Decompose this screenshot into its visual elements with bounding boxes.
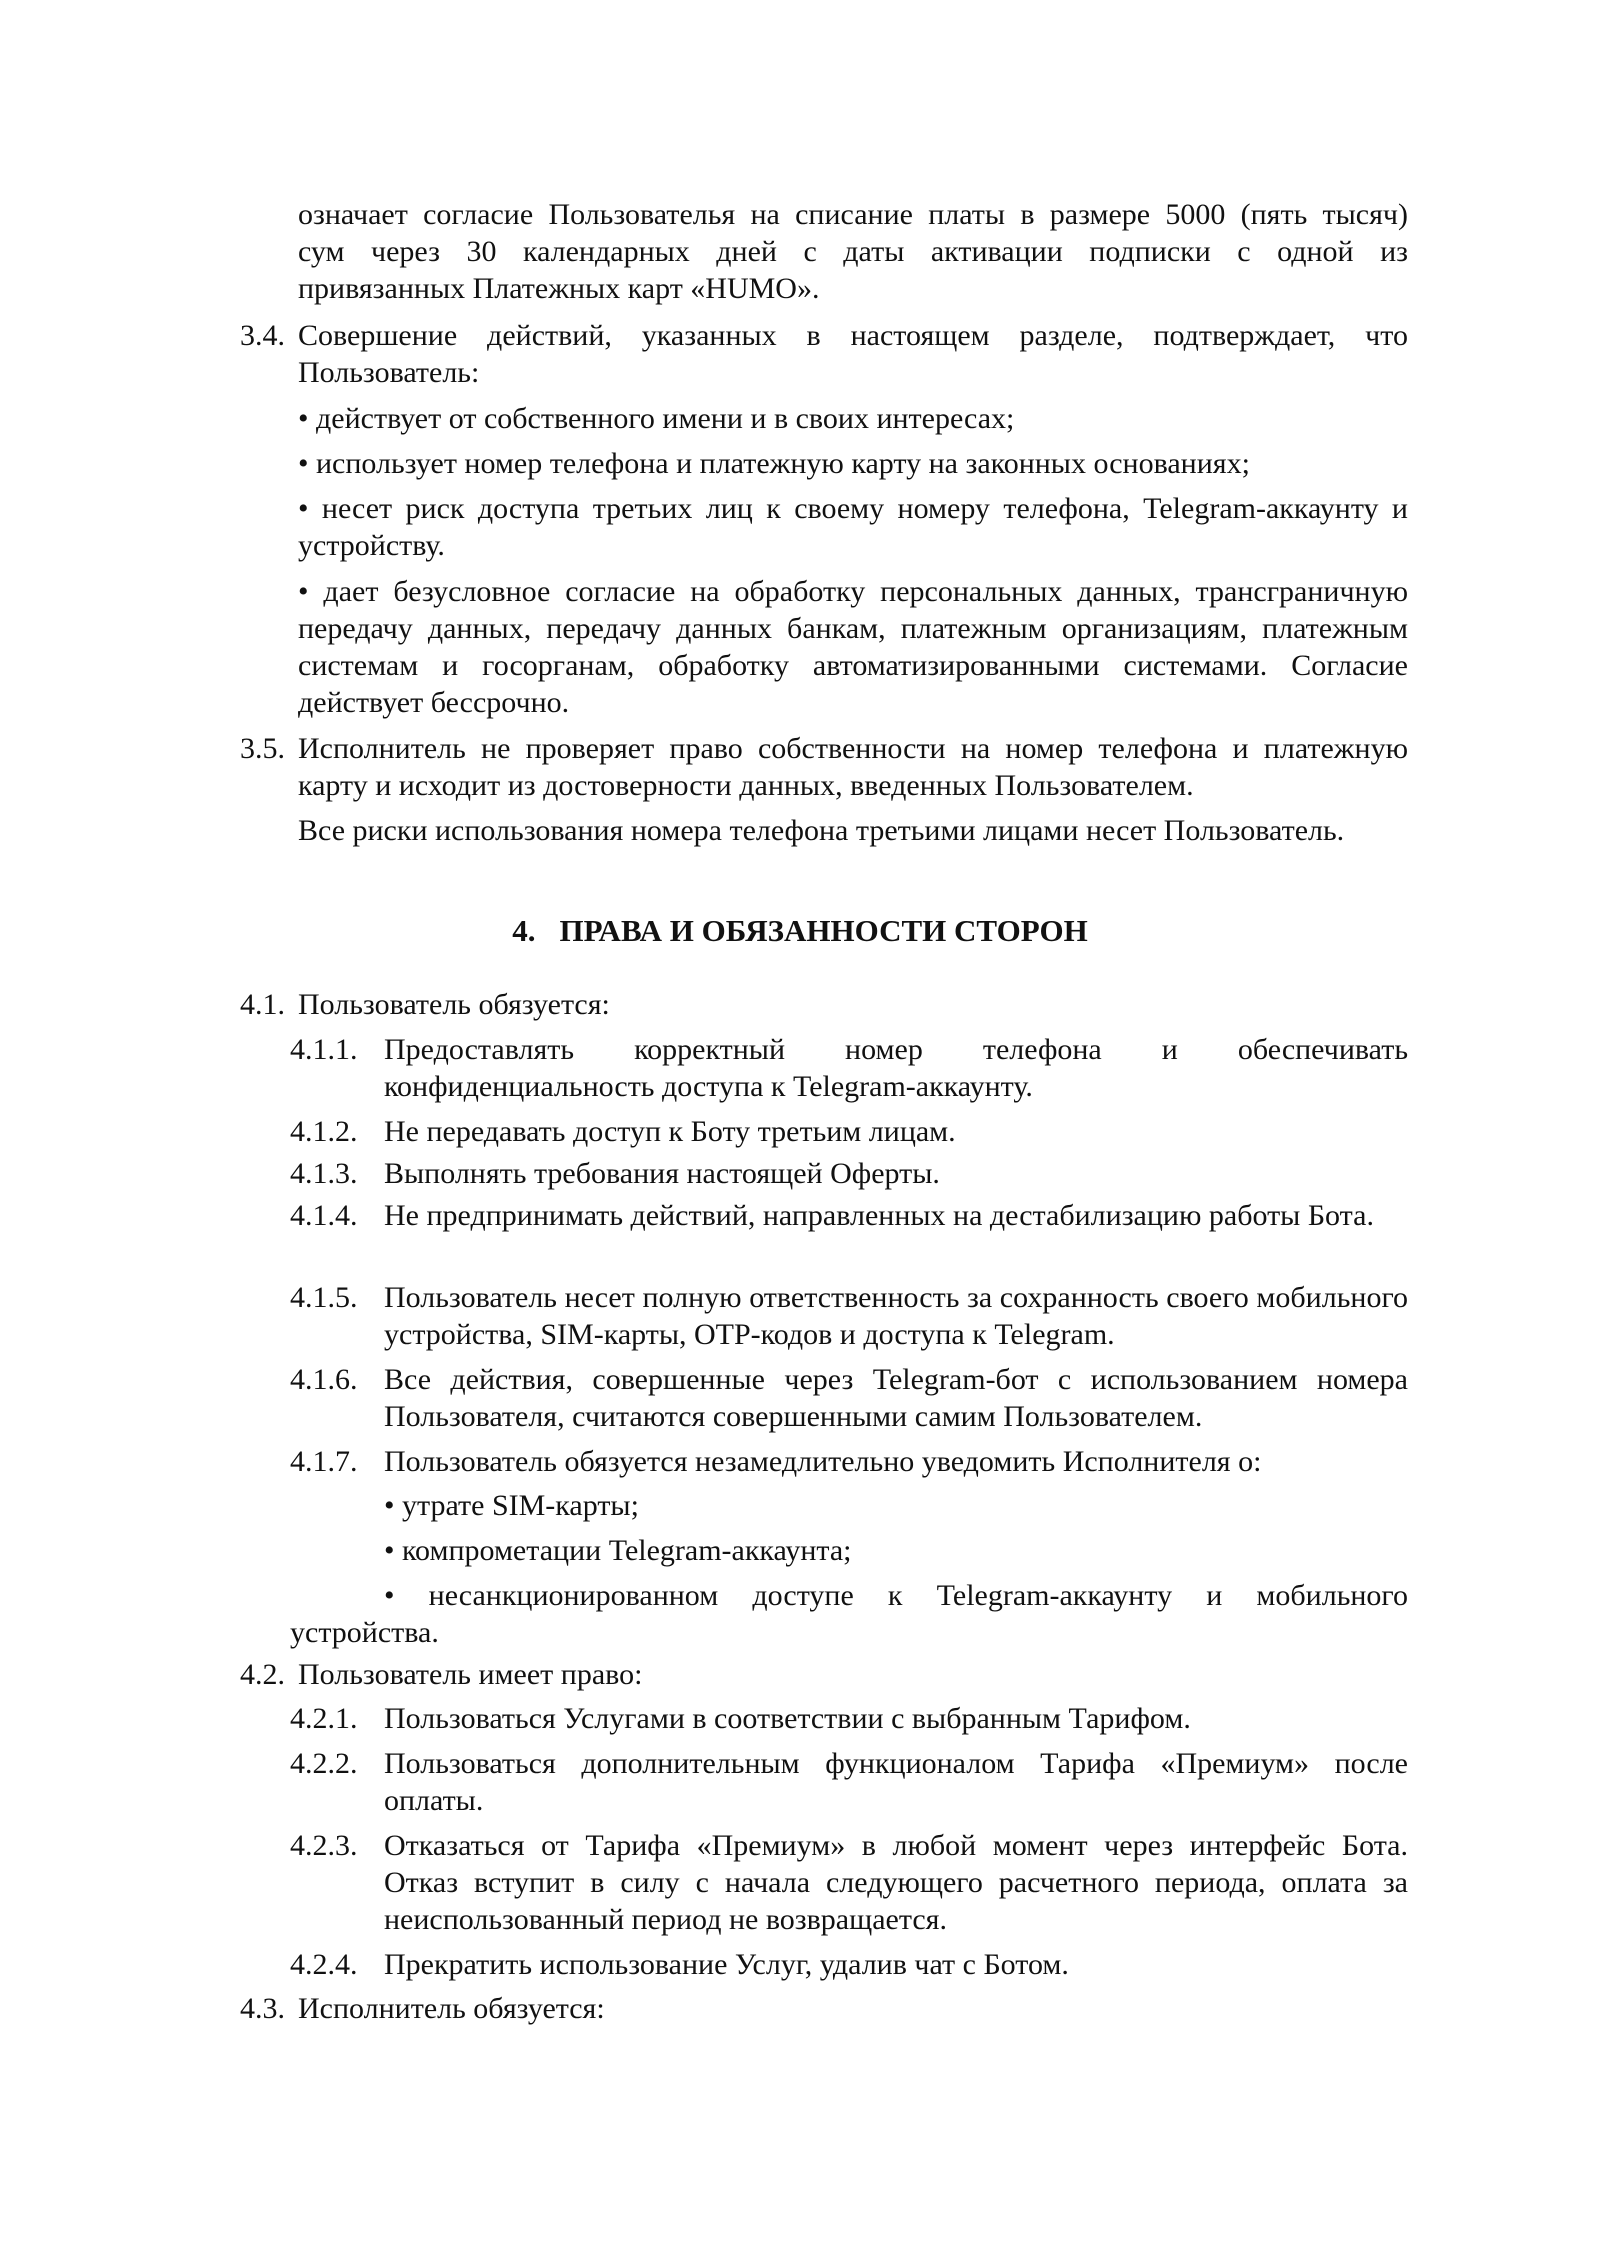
item-4-1-3-text: Выполнять требования настоящей Оферты. <box>384 1157 940 1190</box>
section-heading <box>0 911 1600 951</box>
item-4-1-7-bullet-1: • утрате SIM-карты; <box>384 1489 639 1522</box>
intro-line-3: привязанных Платежных карт «HUMO». <box>298 272 820 305</box>
item-4-1-7-bullet-3-line-1: • несанкционированном доступе к Telegram-аккаунту и мобильного <box>384 1579 1408 1612</box>
item-number-4-1-1: 4.1.1. <box>290 1033 358 1066</box>
item-4-1-5-text: Пользователь несет полную ответственность за сохранность своего мобильного устройства, SIM-карты, OTP-кодов и доступа к Telegram. <box>384 1281 1408 1351</box>
item-number-4-1-2: 4.1.2. <box>290 1115 358 1148</box>
clause-3-5-text: Исполнитель не проверяет право собственности на номер телефона и платежную карту и исходит из достоверности данных, введенных Пользователем. <box>298 732 1408 802</box>
item-number-4-1-5: 4.1.5. <box>290 1281 358 1314</box>
item-4-2-4-text: Прекратить использование Услуг, удалив чат с Ботом. <box>384 1948 1069 1981</box>
item-number-4-1-7: 4.1.7. <box>290 1445 358 1478</box>
clause-3-4-text: Совершение действий, указанных в настоящем разделе, подтверждает, что Пользователь: <box>298 319 1408 389</box>
item-4-1-4-text: Не предпринимать действий, направленных на дестабилизацию работы Бота. <box>384 1199 1374 1232</box>
clause-number-4-2: 4.2. <box>240 1658 285 1691</box>
clause-3-5-text-2: Все риски использования номера телефона третьими лицами несет Пользователь. <box>298 814 1345 847</box>
section-number: 4. <box>512 913 536 948</box>
item-4-1-1-text: Предоставлять корректный номер телефона и обеспечивать конфиденциальность доступа к Telegram-аккаунту. <box>384 1033 1408 1103</box>
clause-3-4-bullet-4: • дает безусловное согласие на обработку персональных данных, трансграничную передачу данных, передачу данных банкам, платежным организациям, платежным системам и госорганам, обработку автоматизированными системами. Согласие действует бессрочно. <box>298 575 1408 719</box>
item-number-4-2-3: 4.2.3. <box>290 1829 358 1862</box>
clause-3-4-bullet-1: • действует от собственного имени и в своих интересах; <box>298 402 1015 435</box>
item-4-2-1-text: Пользоваться Услугами в соответствии с выбранным Тарифом. <box>384 1702 1191 1735</box>
clause-4-3-text: Исполнитель обязуется: <box>298 1992 605 2025</box>
item-number-4-1-6: 4.1.6. <box>290 1363 358 1396</box>
clause-4-1-text: Пользователь обязуется: <box>298 988 610 1021</box>
clause-number-3-5: 3.5. <box>240 732 285 765</box>
item-4-1-2-text: Не передавать доступ к Боту третьим лицам. <box>384 1115 956 1148</box>
item-4-1-7-bullet-2: • компрометации Telegram-аккаунта; <box>384 1534 852 1567</box>
clause-3-4-bullet-3: • несет риск доступа третьих лиц к своему номеру телефона, Telegram-аккаунту и устройству. <box>298 492 1408 562</box>
item-number-4-2-4: 4.2.4. <box>290 1948 358 1981</box>
clause-number-3-4: 3.4. <box>240 319 285 352</box>
clause-number-4-3: 4.3. <box>240 1992 285 2025</box>
item-4-1-7-text: Пользователь обязуется незамедлительно уведомить Исполнителя о: <box>384 1445 1262 1478</box>
section-title: ПРАВА И ОБЯЗАННОСТИ СТОРОН <box>559 913 1088 948</box>
clause-number-4-1: 4.1. <box>240 988 285 1021</box>
item-4-1-6-text: Все действия, совершенные через Telegram-бот с использованием номера Пользователя, считаются совершенными самим Пользователем. <box>384 1363 1408 1433</box>
clause-4-2-text: Пользователь имеет право: <box>298 1658 643 1691</box>
item-4-2-2-text: Пользоваться дополнительным функционалом Тарифа «Премиум» после оплаты. <box>384 1747 1408 1817</box>
item-number-4-1-4: 4.1.4. <box>290 1199 358 1232</box>
intro-line-2: сум через 30 календарных дней с даты активации подписки с одной из <box>298 235 1408 268</box>
item-4-1-7-bullet-3-line-2: устройства. <box>290 1616 439 1649</box>
item-number-4-2-2: 4.2.2. <box>290 1747 358 1780</box>
clause-3-4-bullet-2: • использует номер телефона и платежную карту на законных основаниях; <box>298 447 1250 480</box>
item-4-2-3-text: Отказаться от Тарифа «Премиум» в любой момент через интерфейс Бота. Отказ вступит в силу с начала следующего расчетного периода, оплата за неиспользованный период не возвращается. <box>384 1829 1408 1936</box>
item-number-4-1-3: 4.1.3. <box>290 1157 358 1190</box>
item-number-4-2-1: 4.2.1. <box>290 1702 358 1735</box>
intro-line-1: означает согласие Пользователья на списание платы в размере 5000 (пять тысяч) <box>298 198 1408 231</box>
